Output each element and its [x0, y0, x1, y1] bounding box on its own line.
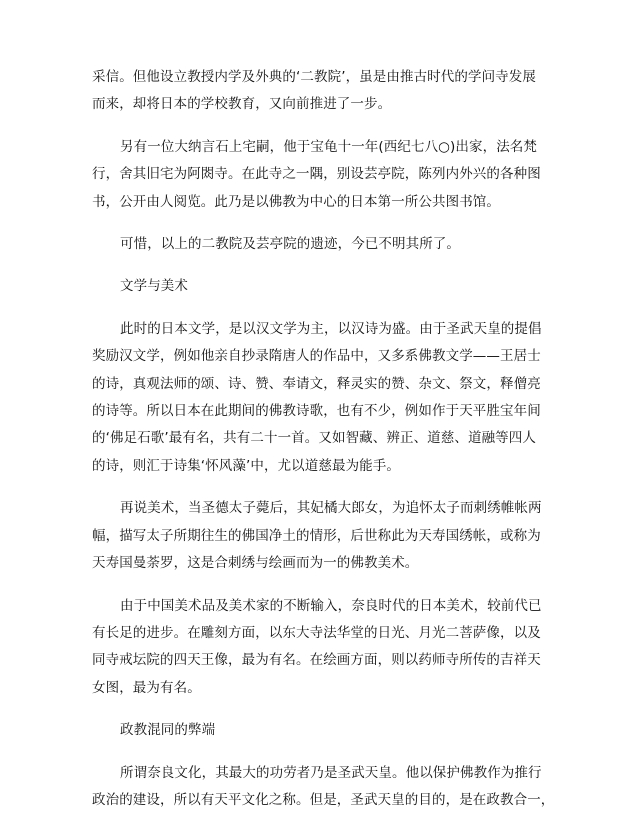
paragraph-line: 书，公开由人阅览。此乃是以佛教为中心的日本第一所公共图书馆。	[92, 193, 500, 210]
paragraph	[92, 316, 558, 480]
section-heading: 政教混同的弊端	[120, 722, 216, 739]
paragraph-line: 天寿国曼荼罗，这是合刺绣与绘画而为一的佛教美术。	[92, 555, 419, 572]
paragraph-line: 的诗等。所以日本在此期间的佛教诗歌，也有不少，例如作于天平胜宝年间	[92, 403, 541, 420]
paragraph	[92, 760, 558, 815]
paragraph-line: 幅，描写太子所期往生的佛国净土的情形，后世称此为天寿国绣帐，或称为	[92, 527, 541, 544]
section-heading: 文学与美术	[120, 278, 188, 295]
paragraph-line: 的诗，真观法师的颂、诗、赞、奉请文，释灵实的赞、杂文、祭文，释僧亮	[92, 375, 541, 392]
paragraph-line: 可惜，以上的二教院及芸亭院的遗迹，今已不明其所了。	[120, 236, 460, 253]
paragraph-line: 同寺戒坛院的四天王像，最为有名。在绘画方面，则以药师寺所传的吉祥天	[92, 652, 541, 669]
paragraph	[92, 134, 558, 216]
paragraph-line: 所谓奈良文化，其最大的功劳者乃是圣武天皇。他以保护佛教作为推行	[120, 764, 542, 781]
paragraph-line: 女图，最为有名。	[92, 679, 201, 696]
document-body	[92, 64, 558, 829]
paragraph-line: 的‘佛足石歌’最有名，共有二十一首。又如智藏、辨正、道慈、道融等四人	[92, 430, 536, 447]
paragraph-line: 采信。但他设立教授内学及外典的‘二教院’，虽是由推古时代的学问寺发展	[92, 69, 536, 85]
paragraph-line: 政治的建设，所以有天平文化之称。但是，圣武天皇的目的，是在政教合一，	[92, 791, 555, 808]
paragraph-line: 有长足的进步。在雕刻方面，以东大寺法华堂的日光、月光二菩萨像，以及	[92, 624, 541, 641]
paragraph-line: 由于中国美术品及美术家的不断输入，奈良时代的日本美术，较前代已	[120, 597, 542, 614]
paragraph-line: 奖励汉文学，例如他亲自抄录隋唐人的作品中，又多系佛教文学——王居士	[92, 348, 541, 365]
paragraph-line: 再说美术，当圣德太子薨后，其妃橘大郎女，为追怀太子而刺绣帷帐两	[120, 500, 542, 517]
paragraph	[92, 495, 558, 577]
paragraph-line: 的诗，则汇于诗集‘怀风藻’中，尤以道慈最为能手。	[92, 457, 400, 474]
paragraph	[92, 231, 558, 258]
paragraph	[92, 64, 558, 119]
paragraph-line: 另有一位大纳言石上宅嗣，他于宝龟十一年(西纪七八○)出家，法名梵	[120, 138, 538, 155]
paragraph	[92, 593, 558, 703]
paragraph-line: 此时的日本文学，是以汉文学为主，以汉诗为盛。由于圣武天皇的提倡	[120, 320, 542, 337]
paragraph-line: 行，舍其旧宅为阿閦寺。在此寺之一隅，别设芸亭院，陈列内外兴的各种图	[92, 166, 541, 183]
paragraph-line: 而来，却将日本的学校教育，又向前推进了一步。	[92, 96, 392, 113]
